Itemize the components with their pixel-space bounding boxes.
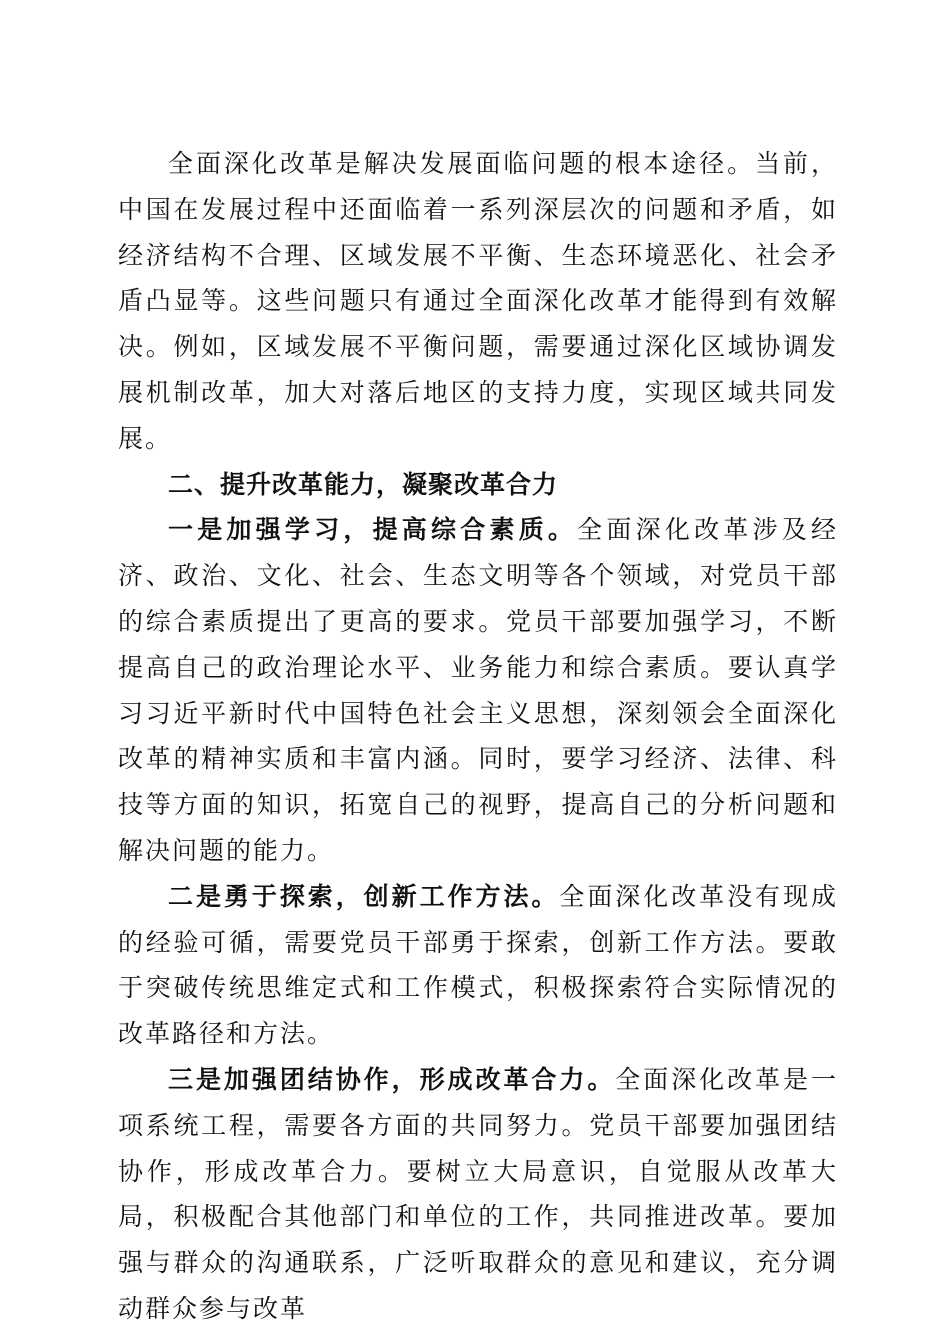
paragraph-study [118, 507, 838, 873]
paragraph-intro-text: 全面深化改革是解决发展面临问题的根本途径。当前，中国在发展过程中还面临着一系列深层次的问题和矛盾，如经济结构不合理、区域发展不平衡、生态环境恶化、社会矛盾凸显等。这些问题只有通过全面深化改革才能得到有效解决。例如，区域发展不平衡问题，需要通过深化区域协调发展机制改革，加大对落后地区的支持力度，实现区域共同发展。 [118, 149, 838, 453]
paragraph-study-lead: 一是加强学习，提高综合素质。 [168, 515, 578, 545]
document-body [118, 141, 838, 1332]
paragraph-intro [118, 141, 838, 462]
paragraph-cooperate [118, 1057, 838, 1332]
paragraph-explore [118, 874, 838, 1057]
paragraph-cooperate-lead: 三是加强团结协作，形成改革合力。 [168, 1064, 616, 1094]
paragraph-explore-lead: 二是勇于探索，创新工作方法。 [168, 881, 560, 911]
paragraph-explore-text: 全面深化改革没有现成的经验可循，需要党员干部勇于探索，创新工作方法。要敢于突破传统思维定式和工作模式，积极探索符合实际情况的改革路径和方法。 [118, 881, 838, 1049]
paragraph-study-text: 全面深化改革涉及经济、政治、文化、社会、生态文明等各个领域，对党员干部的综合素质提出了更高的要求。党员干部要加强学习，不断提高自己的政治理论水平、业务能力和综合素质。要认真学习习近平新时代中国特色社会主义思想，深刻领会全面深化改革的精神实质和丰富内涵。同时，要学习经济、法律、科技等方面的知识，拓宽自己的视野，提高自己的分析问题和解决问题的能力。 [118, 515, 838, 865]
paragraph-cooperate-text: 全面深化改革是一项系统工程，需要各方面的共同努力。党员干部要加强团结协作，形成改革合力。要树立大局意识，自觉服从改革大局，积极配合其他部门和单位的工作，共同推进改革。要加强与群众的沟通联系，广泛听取群众的意见和建议，充分调动群众参与改革 [118, 1064, 838, 1323]
section-heading: 二、提升改革能力，凝聚改革合力 [168, 469, 559, 499]
